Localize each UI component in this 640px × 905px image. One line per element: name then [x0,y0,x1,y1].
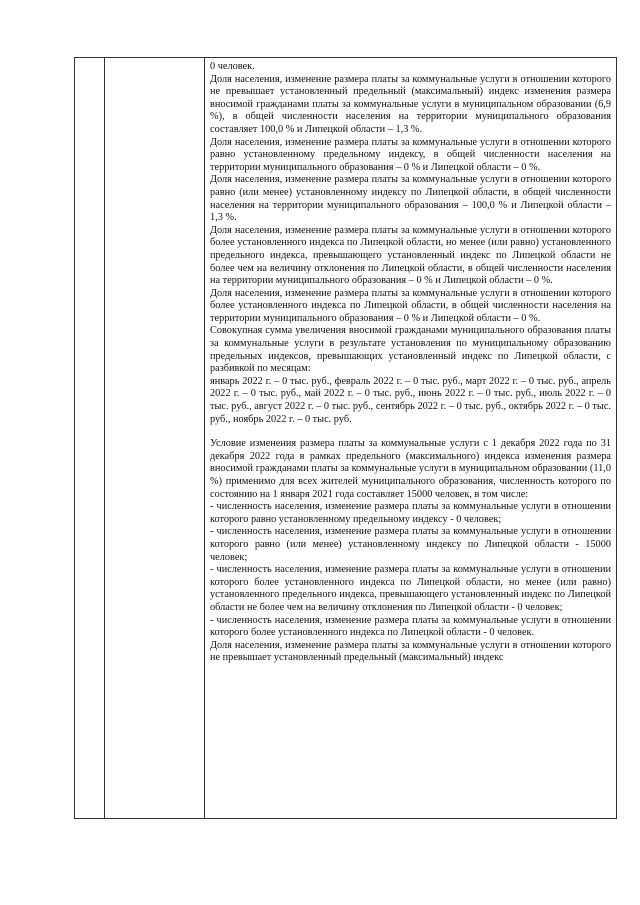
paragraph: Доля населения, изменение размера платы за коммунальные услуги в отношении которого более установленного индекса по Липецкой области, в общей численности населения на территории муниципального образования – 0 % и Липецкой области – 0 %. [210,287,611,324]
paragraph: - численность населения, изменение размера платы за коммунальные услуги в отношении которого более установленного индекса по Липецкой области, но менее (или равно) установленного предельного индекса, превышающего установленный индекс по Липецкой области не более чем на величину отклонения по Липецкой области - 0 человек; [210,564,611,613]
paragraph: Доля населения, изменение размера платы за коммунальные услуги в отношении которого более установленного индекса по Липецкой области, но менее (или равно) установленного предельного индекса, превышающего установленный индекс по Липецкой области не более чем на величину отклонения по Липецкой области, в общей численности населения на территории муниципального образования – 0 % и Липецкой области – 0 %. [210,224,611,287]
paragraph: январь 2022 г. – 0 тыс. руб., февраль 2022 г. – 0 тыс. руб., март 2022 г. – 0 тыс. руб., апрель 2022 г. – 0 тыс. руб., май 2022 г. – 0 тыс. руб., июнь 2022 г. – 0 тыс. руб., июль 2022 г. – 0 тыс. руб., август 2022 г. – 0 тыс. руб., сентябрь 2022 г. – 0 тыс. руб., октябрь 2022 г. – 0 тыс. руб., ноябрь 2022 г. – 0 тыс. руб. [210,375,611,425]
paragraph: - численность населения, изменение размера платы за коммунальные услуги в отношении которого более установленного индекса по Липецкой области - 0 человек. [210,614,611,639]
paragraph: Доля населения, изменение размера платы за коммунальные услуги в отношении которого равно (или менее) установленному индексу по Липецкой области, в общей численности населения на территории муниципального образования – 100,0 % и Липецкой области – 1,3 %. [210,174,611,224]
paragraph: Условие изменения размера платы за коммунальные услуги с 1 декабря 2022 года по 31 декабря 2022 года в рамках предельного (максимального) индекса изменения размера вносимой гражданами платы за коммунальные услуги в муниципальном образовании (11,0 %) применимо для всех жителей муниципального образования, численность которого по состоянию на 1 января 2021 года составляет 15000 человек, в том числе: [210,438,611,500]
table [74,57,617,819]
column-divider-1 [104,58,105,818]
paragraph: Доля населения, изменение размера платы за коммунальные услуги в отношении которого равно установленному предельному индексу, в общей численности населения на территории муниципального образования – 0 % и Липецкой области – 0 %. [210,136,611,173]
paragraph: - численность населения, изменение размера платы за коммунальные услуги в отношении которого равно установленному предельному индексу - 0 человек; [210,501,611,525]
table-cell-text [205,58,615,818]
paragraph: 0 человек. [210,61,255,72]
paragraph: Доля населения, изменение размера платы за коммунальные услуги в отношении которого не превышает установленный предельный (максимальный) индекс изменения размера вносимой гражданами платы за коммунальные услуги в муниципальном образовании (6,9 %), в общей численности населения на территории муниципального образования составляет 100,0 % и Липецкой области – 1,3 %. [210,73,611,135]
paragraph: Доля населения, изменение размера платы за коммунальные услуги в отношении которого не превышает установленный предельный (максимальный) индекс [210,639,611,664]
paragraph: Совокупная сумма увеличения вносимой гражданами муниципального образования платы за коммунальные услуги в результате установления по муниципальному образованию предельных индексов, превышающих установленный индекс по Липецкой области, с разбивкой по месяцам: [210,325,611,375]
paragraph: - численность населения, изменение размера платы за коммунальные услуги в отношении которого равно (или менее) установленному индексу по Липецкой области - 15000 человек; [210,526,611,563]
